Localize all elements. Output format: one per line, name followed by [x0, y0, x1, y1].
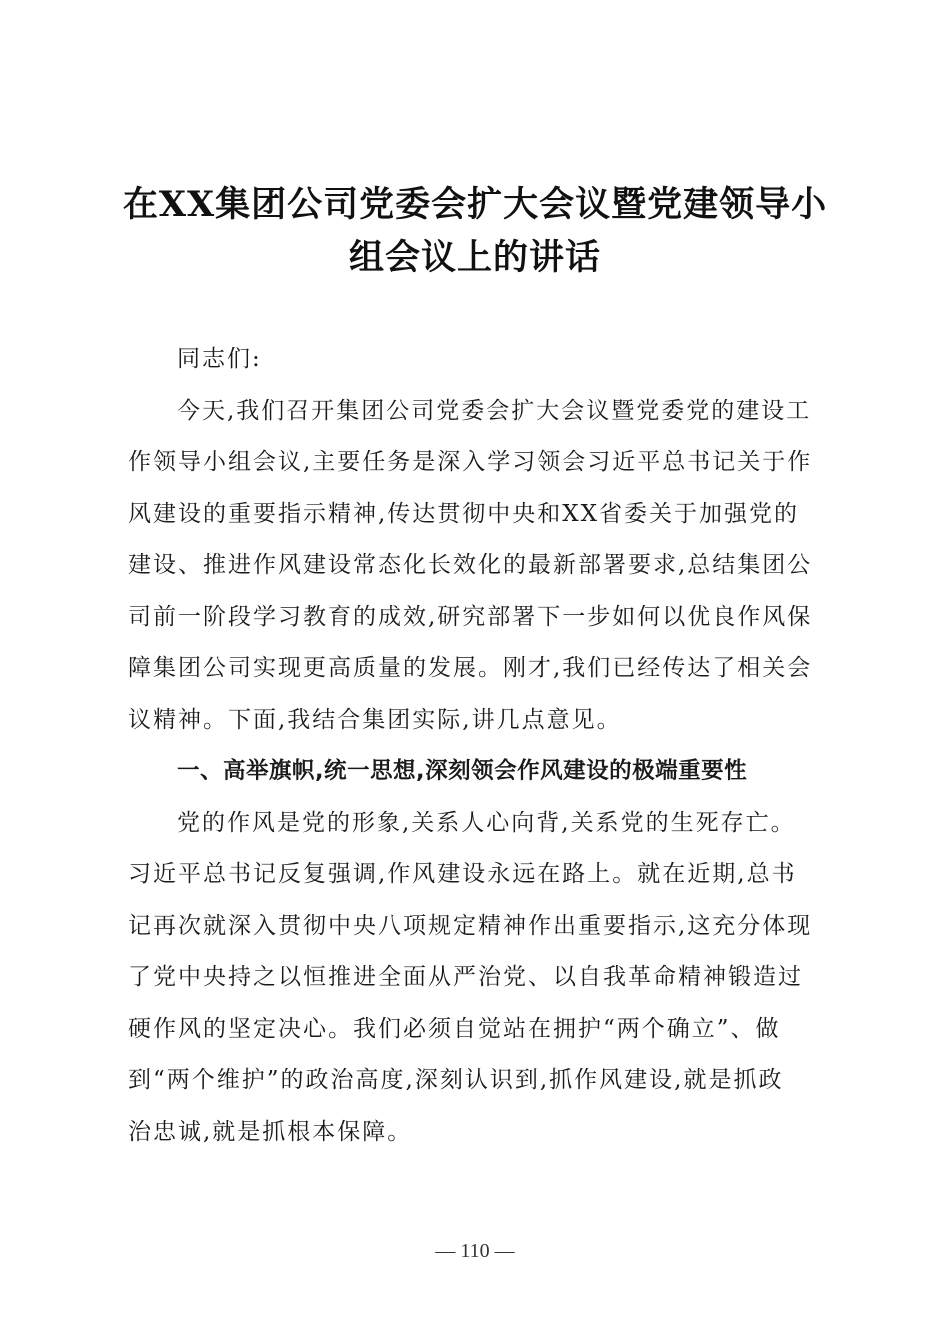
section-heading: 一、高举旗帜,统一思想,深刻领会作风建设的极端重要性: [177, 758, 748, 784]
paragraph-line: 了党中央持之以恒推进全面从严治党、以自我革命精神锻造过: [128, 964, 803, 990]
document-body: [128, 334, 832, 1158]
paragraph-line: 习近平总书记反复强调,作风建设永远在路上。就在近期,总书: [128, 861, 797, 887]
title-line-2: 组会议上的讲话: [348, 237, 601, 278]
paragraph-line: 到“两个维护”的政治高度,深刻认识到,抓作风建设,就是抓政: [128, 1067, 784, 1093]
paragraph-line: 治忠诚,就是抓根本保障。: [128, 1118, 413, 1145]
paragraph-line: 今天,我们召开集团公司党委会扩大会议暨党委党的建设工: [177, 397, 812, 424]
paragraph-line: 障集团公司实现更高质量的发展。刚才,我们已经传达了相关会: [128, 655, 813, 681]
salutation: 同志们:: [177, 346, 262, 372]
paragraph-line: 议精神。下面,我结合集团实际,讲几点意见。: [128, 706, 622, 733]
paragraph-line: 党的作风是党的形象,关系人心向背,关系党的生死存亡。: [177, 809, 796, 836]
paragraph-line: 硬作风的坚定决心。我们必须自觉站在拥护“两个确立”、做: [128, 1015, 781, 1042]
paragraph-line: 作领导小组会议,主要任务是深入学习领会习近平总书记关于作: [128, 449, 813, 475]
page-number: — 110 —: [435, 1240, 515, 1262]
paragraph-line: 记再次就深入贯彻中央八项规定精神作出重要指示,这充分体现: [128, 912, 813, 939]
paragraph-line: 建设、推进作风建设常态化长效化的最新部署要求,总结集团公: [128, 552, 813, 578]
title-line-1: 在XX集团公司党委会扩大会议暨党建领导小: [122, 184, 828, 225]
paragraph-line: 司前一阶段学习教育的成效,研究部署下一步如何以优良作风保: [128, 603, 813, 630]
paragraph-line: 风建设的重要指示精神,传达贯彻中央和XX省委关于加强党的: [128, 500, 800, 527]
document-title: [110, 178, 840, 284]
